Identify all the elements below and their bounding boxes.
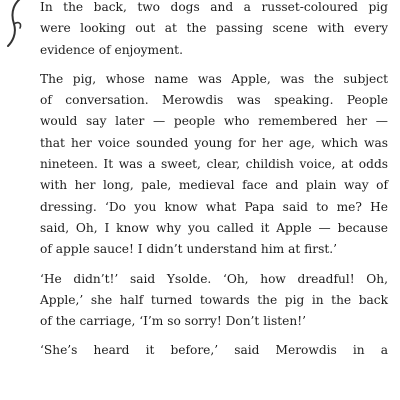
text-line: nineteen. It was a sweet, clear, childish voice, at odds: [40, 157, 388, 172]
text-line: with her long, pale, medieval face and plain way of: [40, 178, 388, 193]
text-line: would say later — people who remembered her —: [40, 114, 388, 129]
text-line: ‘She’s heard it before,’ said Merowdis in a: [40, 343, 388, 358]
text-line: of apple sauce! I didn’t understand him at first.’: [40, 242, 337, 257]
text-line: of conversation. Merowdis was speaking. People: [40, 93, 388, 108]
text-line: In the back, two dogs and a russet-coloured pig: [40, 0, 388, 14]
text-line: that her voice sounded young for her age, which was: [40, 135, 388, 150]
paragraph: [40, 69, 388, 261]
text-line: ‘He didn’t!’ said Ysolde. ‘Oh, how dreadful! Oh,: [40, 271, 388, 286]
text-line: The pig, whose name was Apple, was the subject: [40, 71, 388, 86]
text-line: said, Oh, I know why you called it Apple — because: [40, 220, 388, 235]
page-text: [40, 0, 388, 362]
text-line: evidence of enjoyment.: [40, 42, 183, 57]
text-line: Apple,’ she half turned towards the pig in the back: [40, 292, 388, 307]
text-line: dressing. ‘Do you know what Papa said to me? He: [40, 199, 388, 214]
text-line: of the carriage, ‘I’m so sorry! Don’t listen!’: [40, 314, 306, 329]
text-line: were looking out at the passing scene with every: [40, 21, 388, 36]
paragraph: [40, 340, 388, 361]
paragraph: [40, 0, 388, 61]
decorative-swirl-ornament: [4, 0, 32, 50]
paragraph: [40, 269, 388, 333]
